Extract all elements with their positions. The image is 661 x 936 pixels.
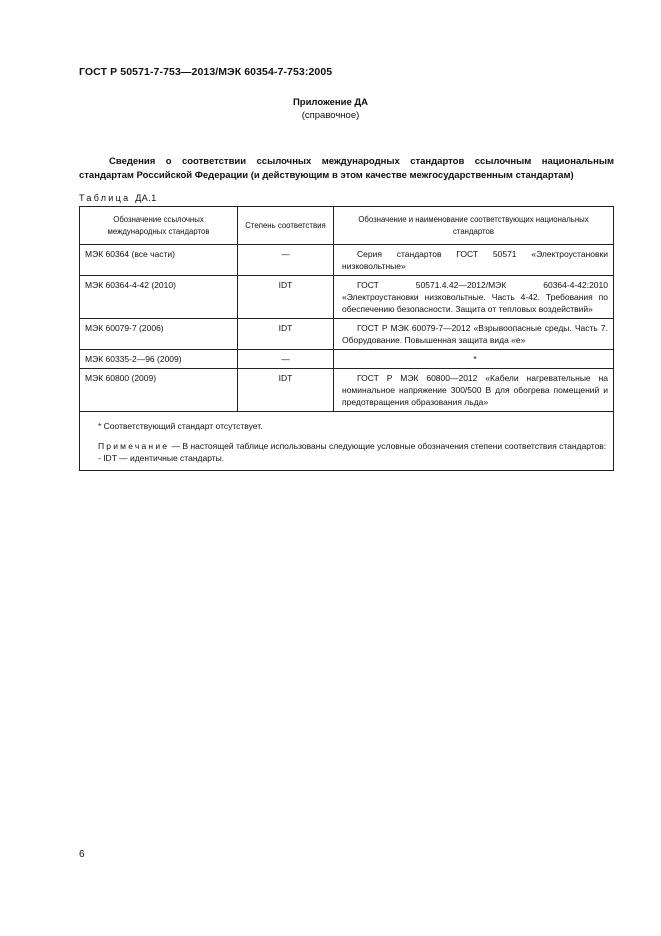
table-notes (80, 412, 614, 471)
table-caption-label: Таблица (79, 193, 131, 203)
cell-intl: МЭК 60364-4-42 (2010) (80, 276, 238, 319)
table-footnote: * Соответствующий стандарт отсутствует. (98, 421, 263, 431)
note-list-item: - IDT — идентичные стандарты. (98, 453, 225, 463)
cell-degree: IDT (238, 319, 334, 350)
cell-national: ГОСТ 50571.4.42—2012/МЭК 60364-4-42:2010 «Электроустановки низковольтные. Часть 4-42. Требования по обеспечению безопасности. Защита от тепловых воздействий» (334, 276, 614, 319)
note-label: Примечание (98, 441, 170, 451)
table-note (86, 440, 607, 452)
document-header: ГОСТ Р 50571-7-753—2013/МЭК 60354-7-753:2005 (79, 66, 333, 78)
cell-intl: МЭК 60335-2—96 (2009) (80, 350, 238, 369)
annex-subtitle: (справочное) (301, 110, 360, 121)
cell-degree: — (238, 350, 334, 369)
cell-intl: МЭК 60800 (2009) (80, 369, 238, 412)
table-caption-number: ДА.1 (135, 193, 157, 203)
annex-title: Приложение ДА (292, 97, 369, 108)
table-row (80, 245, 614, 276)
cell-degree: — (238, 245, 334, 276)
table-notes-row (80, 412, 614, 471)
cell-national: Серия стандартов ГОСТ 50571 «Электроустановки низковольтные» (334, 245, 614, 276)
table-header-row (80, 207, 614, 245)
cell-national: ГОСТ Р МЭК 60800—2012 «Кабели нагревательные на номинальное напряжение 300/500 В для обогрева помещений и предотвращения образования льда» (334, 369, 614, 412)
page-number: 6 (79, 849, 85, 860)
table-row (80, 369, 614, 412)
correspondence-table (79, 206, 614, 471)
cell-national: ГОСТ Р МЭК 60079-7—2012 «Взрывоопасные среды. Часть 7. Оборудование. Повышенная защита вида «е» (334, 319, 614, 350)
cell-intl: МЭК 60079-7 (2006) (80, 319, 238, 350)
col-header-national: Обозначение и наименование соответствующих национальных стандартов (334, 207, 614, 245)
col-header-intl: Обозначение ссылочных международных стандартов (80, 207, 238, 245)
table-row (80, 319, 614, 350)
col-header-degree: Степень соответствия (238, 207, 334, 245)
table-row (80, 350, 614, 369)
cell-national: * (334, 350, 614, 369)
cell-degree: IDT (238, 276, 334, 319)
cell-intl: МЭК 60364 (все части) (80, 245, 238, 276)
table-row (80, 276, 614, 319)
note-text: — В настоящей таблице использованы следующие условные обозначения степени соответствия стандартов: (169, 441, 607, 451)
table-caption (79, 193, 157, 203)
section-heading: Сведения о соответствии ссылочных международных стандартов ссылочным национальным стандартам Российской Федерации (и действующим в этом качестве межгосударственным стандартам) (79, 156, 614, 181)
cell-degree: IDT (238, 369, 334, 412)
